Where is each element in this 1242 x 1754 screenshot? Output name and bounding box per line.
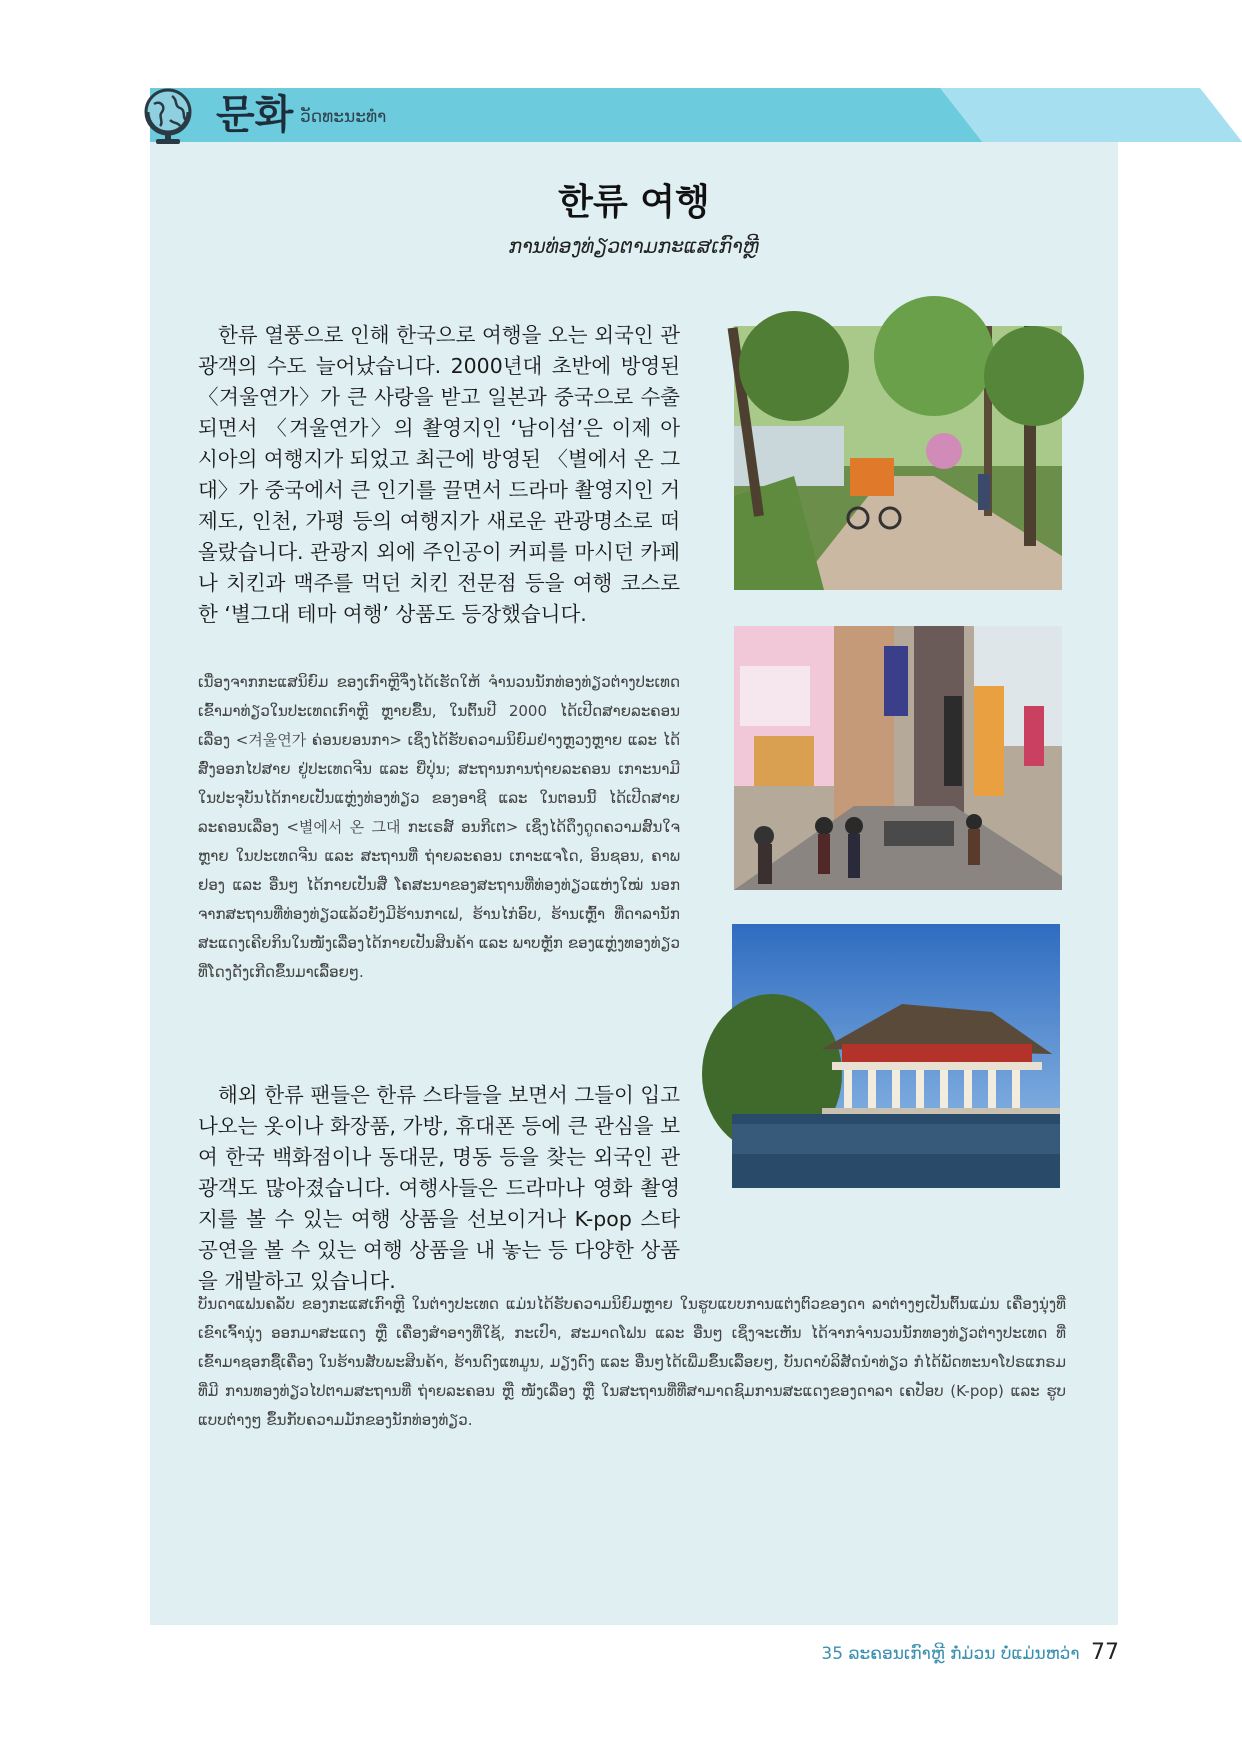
paragraph-1-korean: 한류 열풍으로 인해 한국으로 여행을 오는 외국인 관광객의 수도 늘어났습니다. 2000년대 초반에 방영된 〈겨울연가〉가 큰 사랑을 받고 일본과 중국으로 수출되면서 〈겨울연가〉의 촬영지인 ‘남이섬’은 이제 아시아의 여행지가 되었고 최근에 방영된 〈별에서 온 그대〉가 중국에서 큰 인기를 끌면서 드라마 촬영지인 거제도, 인천, 가평 등의 여행지가 새로운 관광명소로 떠올랐습니다. 관광지 외에 주인공이 커피를 마시던 카페나 치킨과 맥주를 먹던 치킨 전문점 등을 여행 코스로 한 ‘별그대 테마 여행’ 상품도 등장했습니다. bbox=[198, 323, 680, 626]
book-title: 35 ລະຄອນເກົາຫຼີ ກໍ່ມ່ວນ ບໍ່ແມ່ນຫວ່າ bbox=[821, 1644, 1080, 1664]
paragraph-2-korean: 해외 한류 팬들은 한류 스타들을 보면서 그들이 입고 나오는 옷이나 화장품, 가방, 휴대폰 등에 큰 관심을 보여 한국 백화점이나 동대문, 명동 등을 찾는 외국인 관광객도 많아졌습니다. 여행사들은 드라마나 영화 촬영지를 볼 수 있는 여행 상품을 선보이거나 K-pop 스타 공연을 볼 수 있는 여행 상품을 내 놓는 등 다양한 상품을 개발하고 있습니다. bbox=[198, 1083, 680, 1293]
photo-shopping-street bbox=[734, 626, 1062, 890]
header-bar-highlight bbox=[940, 88, 1242, 142]
article-title: 한류 여행 bbox=[558, 182, 710, 223]
section-title-korean: 문화 bbox=[216, 92, 294, 138]
article-subtitle: ການທ່ອງທ່ຽວຕາມກະແສເກົາຫຼີ bbox=[508, 234, 760, 258]
photo-tree-lined-path bbox=[734, 326, 1062, 590]
paragraph-1-lao: ເນື່ອງຈາກກະແສນິຍົມ ຂອງເກົາຫຼີຈຶ່ງໄດ້ເຮັດໃຫ້ ຈຳນວນນັກທ່ອງທ່ຽວຕ່າງປະເທດ ເຂົ້າມາທ່ຽວໃນປະເທດເກົາຫຼີ ຫຼາຍຂື້ນ, ໃນຕົ້ນປີ 2000 ໄດ້ເປີດສາຍລະຄອນເລື່ອງ <겨울연가 ຄ່ອນຍອນກາ> ເຊິ່ງໄດ້ຮັບຄວາມນິຍົມຢ່າງຫຼວງຫຼາຍ ແລະ ໄດ້ສົ່ງອອກໄປສາຍ ຢູ່ປະເທດຈີນ ແລະ ຍີ່ປຸ່ນ; ສະຖານການຖ່າຍລະຄອນ ເກາະນາມີ ໃນປະຈຸບັນໄດ້ກາຍເປັນແຫຼ່ງທ່ອງທ່ຽວ ຂອງອາຊີ ແລະ ໃນຕອນນີ້ ໄດ້ເປີດສາຍລະຄອນເລື່ອງ <별에서 온 그대 ກະເຣສ໌ ອນກີເຕ> ເຊິ່ງໄດ້ດຶງດູດຄວາມສົນໃຈຫຼາຍ ໃນປະເທດຈີນ ແລະ ສະຖານທີ່ ຖ່າຍລະຄອນ ເກາະແຈໂດ, ອິນຊອນ, ຄາພຢອງ ແລະ ອື່ນໆ ໄດ້ກາຍເປັນສື່ ໂຄສະນາຂອງສະຖານທີ່ທ່ອງທ່ຽວແຫ່ງໃໝ່ ນອກ ຈາກສະຖານທີ່ທ່ອງທ່ຽວແລ້ວຍັງມີຮ້ານກາເຟ, ຮ້ານໄກ່ອົບ, ຮ້ານເຫຼົ້າ ທີ່ດາລານັກສະແດງເຄີຍກິນໃນໜັງເລື່ອງໄດ້ກາຍເປັນສິນຄ້າ ແລະ ພາບຫຼັກ ຂອງແຫຼ່ງທອງທ່ຽວທີ່ໂດງດັງເກີດຂຶ້ນມາເລື້ອຍໆ. bbox=[198, 673, 680, 981]
globe-icon bbox=[140, 86, 196, 146]
page-footer bbox=[821, 1640, 1119, 1667]
page-number: 77 bbox=[1091, 1640, 1119, 1665]
section-title-lao: ວັດທະນະທຳ bbox=[300, 107, 387, 127]
section-header-bar bbox=[150, 88, 1116, 142]
photo-palace-pavilion bbox=[732, 924, 1060, 1188]
paragraph-2-lao: ບັນດາແຟນຄລັບ ຂອງກະແສເກົາຫຼີ ໃນຕ່າງປະເທດ ແມ່ນໄດ້ຮັບຄວາມນິຍົມຫຼາຍ ໃນຮູບແບບການແຕ່ງຕົວຂອງດາ ລາຕ່າງໆເປັນຕົ້ນແມ່ນ ເຄື່ອງນຸ່ງທີ່ເຂົາເຈົ້ານຸ່ງ ອອກມາສະແດງ ຫຼື ເຄື່ອງສຳອາງທີ່ໃຊ້, ກະເປົາ, ສະມາດໂຟນ ແລະ ອື່ນໆ ເຊິ່ງຈະເຫັນ ໄດ້ຈາກຈຳນວນນັກທອງທ່ຽວຕ່າງປະເທດ ທີ່ເຂົ້າມາຊອກຊື້ເຄື່ອງ ໃນຮ້ານສັບພະສິນຄ້າ, ຮ້ານດົງແທມູນ, ມຽງດົງ ແລະ ອື່ນໆໄດ້ເພີ່ມຂຶ້ນເລື້ອຍໆ, ບັນດາບໍລິສັດນຳທ່ຽວ ກໍໄດ້ພັດທະນາໂປຣແກຣມ ທີ່ມີ ການທອງທ່ຽວໄປຕາມສະຖານທີ່ ຖ່າຍລະຄອນ ຫຼື ໜັງເລື່ອງ ຫຼື ໃນສະຖານທີ່ທີ່ສາມາດຊົມການສະແດງຂອງດາລາ ເຄປັອບ (K-pop) ແລະ ຮູບແບບຕ່າງໆ ຂຶ້ນກັບຄວາມມັກຂອງນັກທ່ອງທ່ຽວ. bbox=[198, 1295, 1066, 1429]
